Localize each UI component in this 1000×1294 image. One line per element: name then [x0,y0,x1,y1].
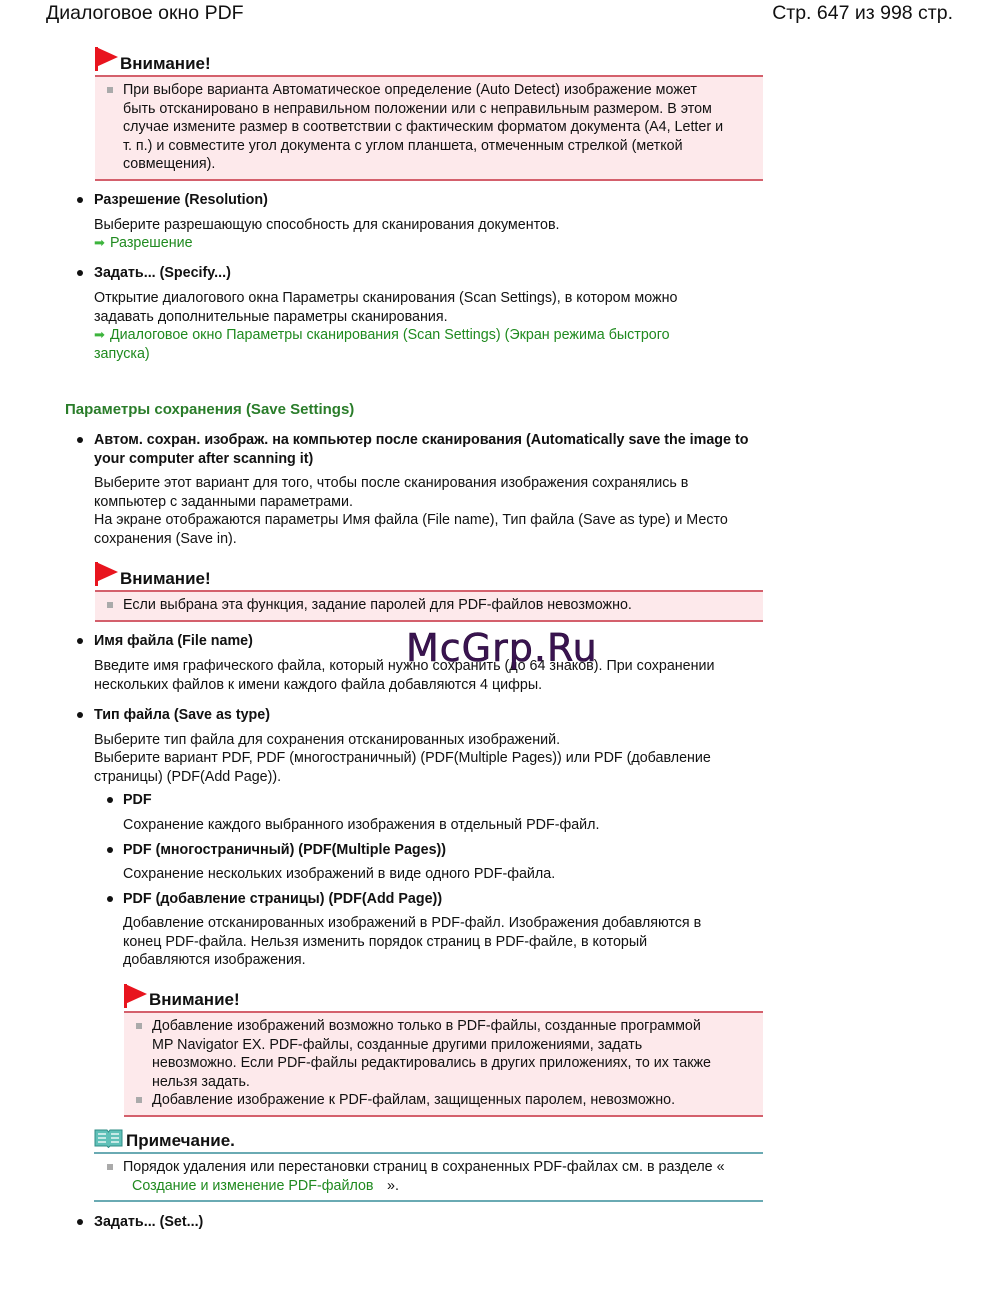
create-edit-pdf-link[interactable]: Создание и изменение PDF-файлов [132,1178,374,1194]
bullet-dot [77,197,83,203]
subitem-title: PDF [123,792,152,808]
scan-settings-link[interactable]: Диалоговое окно Параметры сканирования (Scan Settings) (Экран режима быстрого [110,327,670,343]
item-text: Введите имя графического файла, который нужно сохранить (до 64 знаков). При сохранении [94,658,715,674]
item-title: Задать... (Set...) [94,1214,204,1230]
item-text: задавать дополнительные параметры сканирования. [94,309,448,325]
item-text: страницы) (PDF(Add Page)). [94,769,282,785]
arrow-right-icon: ➡ [94,235,105,250]
item-text: Выберите разрешающую способность для сканирования документов. [94,217,560,233]
bullet-dot [77,1219,83,1225]
subitem-text: конец PDF-файла. Нельзя изменить порядок страниц в PDF-файле, в который [123,934,648,950]
subitem-text: Сохранение каждого выбранного изображения в отдельный PDF-файл. [123,817,600,833]
caution-text: невозможно. Если PDF-файлы редактировались в других приложениях, то их также [152,1055,711,1071]
bullet-square [107,1164,113,1170]
item-text: сохранения (Save in). [94,531,237,547]
watermark: McGrp.Ru [406,626,598,670]
caution-text: т. п.) и совместите угол документа с углом планшета, отмеченным стрелкой (меткой [123,138,683,154]
caution-title: Внимание! [120,569,211,588]
subitem-text: добавляются изображения. [123,952,306,968]
document-title: Диалоговое окно PDF [46,2,244,24]
item-text: Выберите вариант PDF, PDF (многостраничный) (PDF(Multiple Pages)) или PDF (добавление [94,750,711,766]
bullet-dot [77,270,83,276]
bullet-square [107,87,113,93]
item-text: компьютер с заданными параметрами. [94,494,353,510]
caution-text: При выборе варианта Автоматическое определение (Auto Detect) изображение может [123,82,697,98]
flag-icon [125,984,147,1004]
caution-title: Внимание! [120,54,211,73]
item-title: Задать... (Specify...) [94,265,231,281]
item-title: Автом. сохран. изображ. на компьютер после сканирования (Automatically save the image to [94,432,749,448]
note-text: Порядок удаления или перестановки страниц в сохраненных PDF-файлах см. в разделе « [123,1159,725,1175]
subitem-text: Сохранение нескольких изображений в виде одного PDF-файла. [123,866,556,882]
subitem-title: PDF (добавление страницы) (PDF(Add Page)) [123,891,443,907]
item-title: your computer after scanning it) [94,451,314,467]
caution-title: Внимание! [149,990,240,1009]
item-title: Разрешение (Resolution) [94,192,268,208]
note-text: ». [387,1178,399,1194]
item-text: Выберите этот вариант для того, чтобы после сканирования изображения сохранялись в [94,475,689,491]
flag-icon [96,47,118,67]
bullet-dot [77,437,83,443]
item-text: Выберите тип файла для сохранения отсканированных изображений. [94,732,561,748]
bullet-dot [77,712,83,718]
flag-icon [96,562,118,582]
bullet-dot [77,638,83,644]
section-heading: Параметры сохранения (Save Settings) [65,401,355,418]
item-text: На экране отображаются параметры Имя файла (File name), Тип файла (Save as type) и Место [94,512,728,528]
scan-settings-link[interactable]: запуска) [94,346,150,362]
page-indicator: Стр. 647 из 998 стр. [772,2,953,24]
caution-text: быть отсканировано в неправильном положении или с неправильным размером. В этом [123,101,712,117]
caution-text: Добавление изображений возможно только в PDF-файлы, созданные программой [152,1018,701,1034]
item-text: Открытие диалогового окна Параметры сканирования (Scan Settings), в котором можно [94,290,678,306]
bullet-square [107,602,113,608]
resolution-link[interactable]: Разрешение [110,235,193,251]
bullet-dot [107,797,113,803]
caution-text: нельзя задать. [152,1074,250,1090]
item-text: нескольких файлов к имени каждого файла добавляются 4 цифры. [94,677,543,693]
item-title: Имя файла (File name) [94,633,253,649]
bullet-square [136,1097,142,1103]
caution-text: MP Navigator EX. PDF-файлы, созданные другими приложениями, задать [152,1037,643,1053]
subitem-title: PDF (многостраничный) (PDF(Multiple Pages)) [123,842,447,858]
caution-text: Добавление изображение к PDF-файлам, защищенных паролем, невозможно. [152,1092,676,1108]
arrow-right-icon: ➡ [94,327,105,342]
note-title: Примечание. [126,1131,235,1150]
caution-text: случае измените размер в соответствии с фактическим форматом документа (A4, Letter и [123,119,724,135]
book-icon [94,1128,123,1148]
bullet-square [136,1023,142,1029]
bullet-dot [107,896,113,902]
bullet-dot [107,847,113,853]
caution-text: совмещения). [123,156,216,172]
subitem-text: Добавление отсканированных изображений в PDF-файл. Изображения добавляются в [123,915,702,931]
caution-text: Если выбрана эта функция, задание паролей для PDF-файлов невозможно. [123,597,632,613]
item-title: Тип файла (Save as type) [94,707,270,723]
